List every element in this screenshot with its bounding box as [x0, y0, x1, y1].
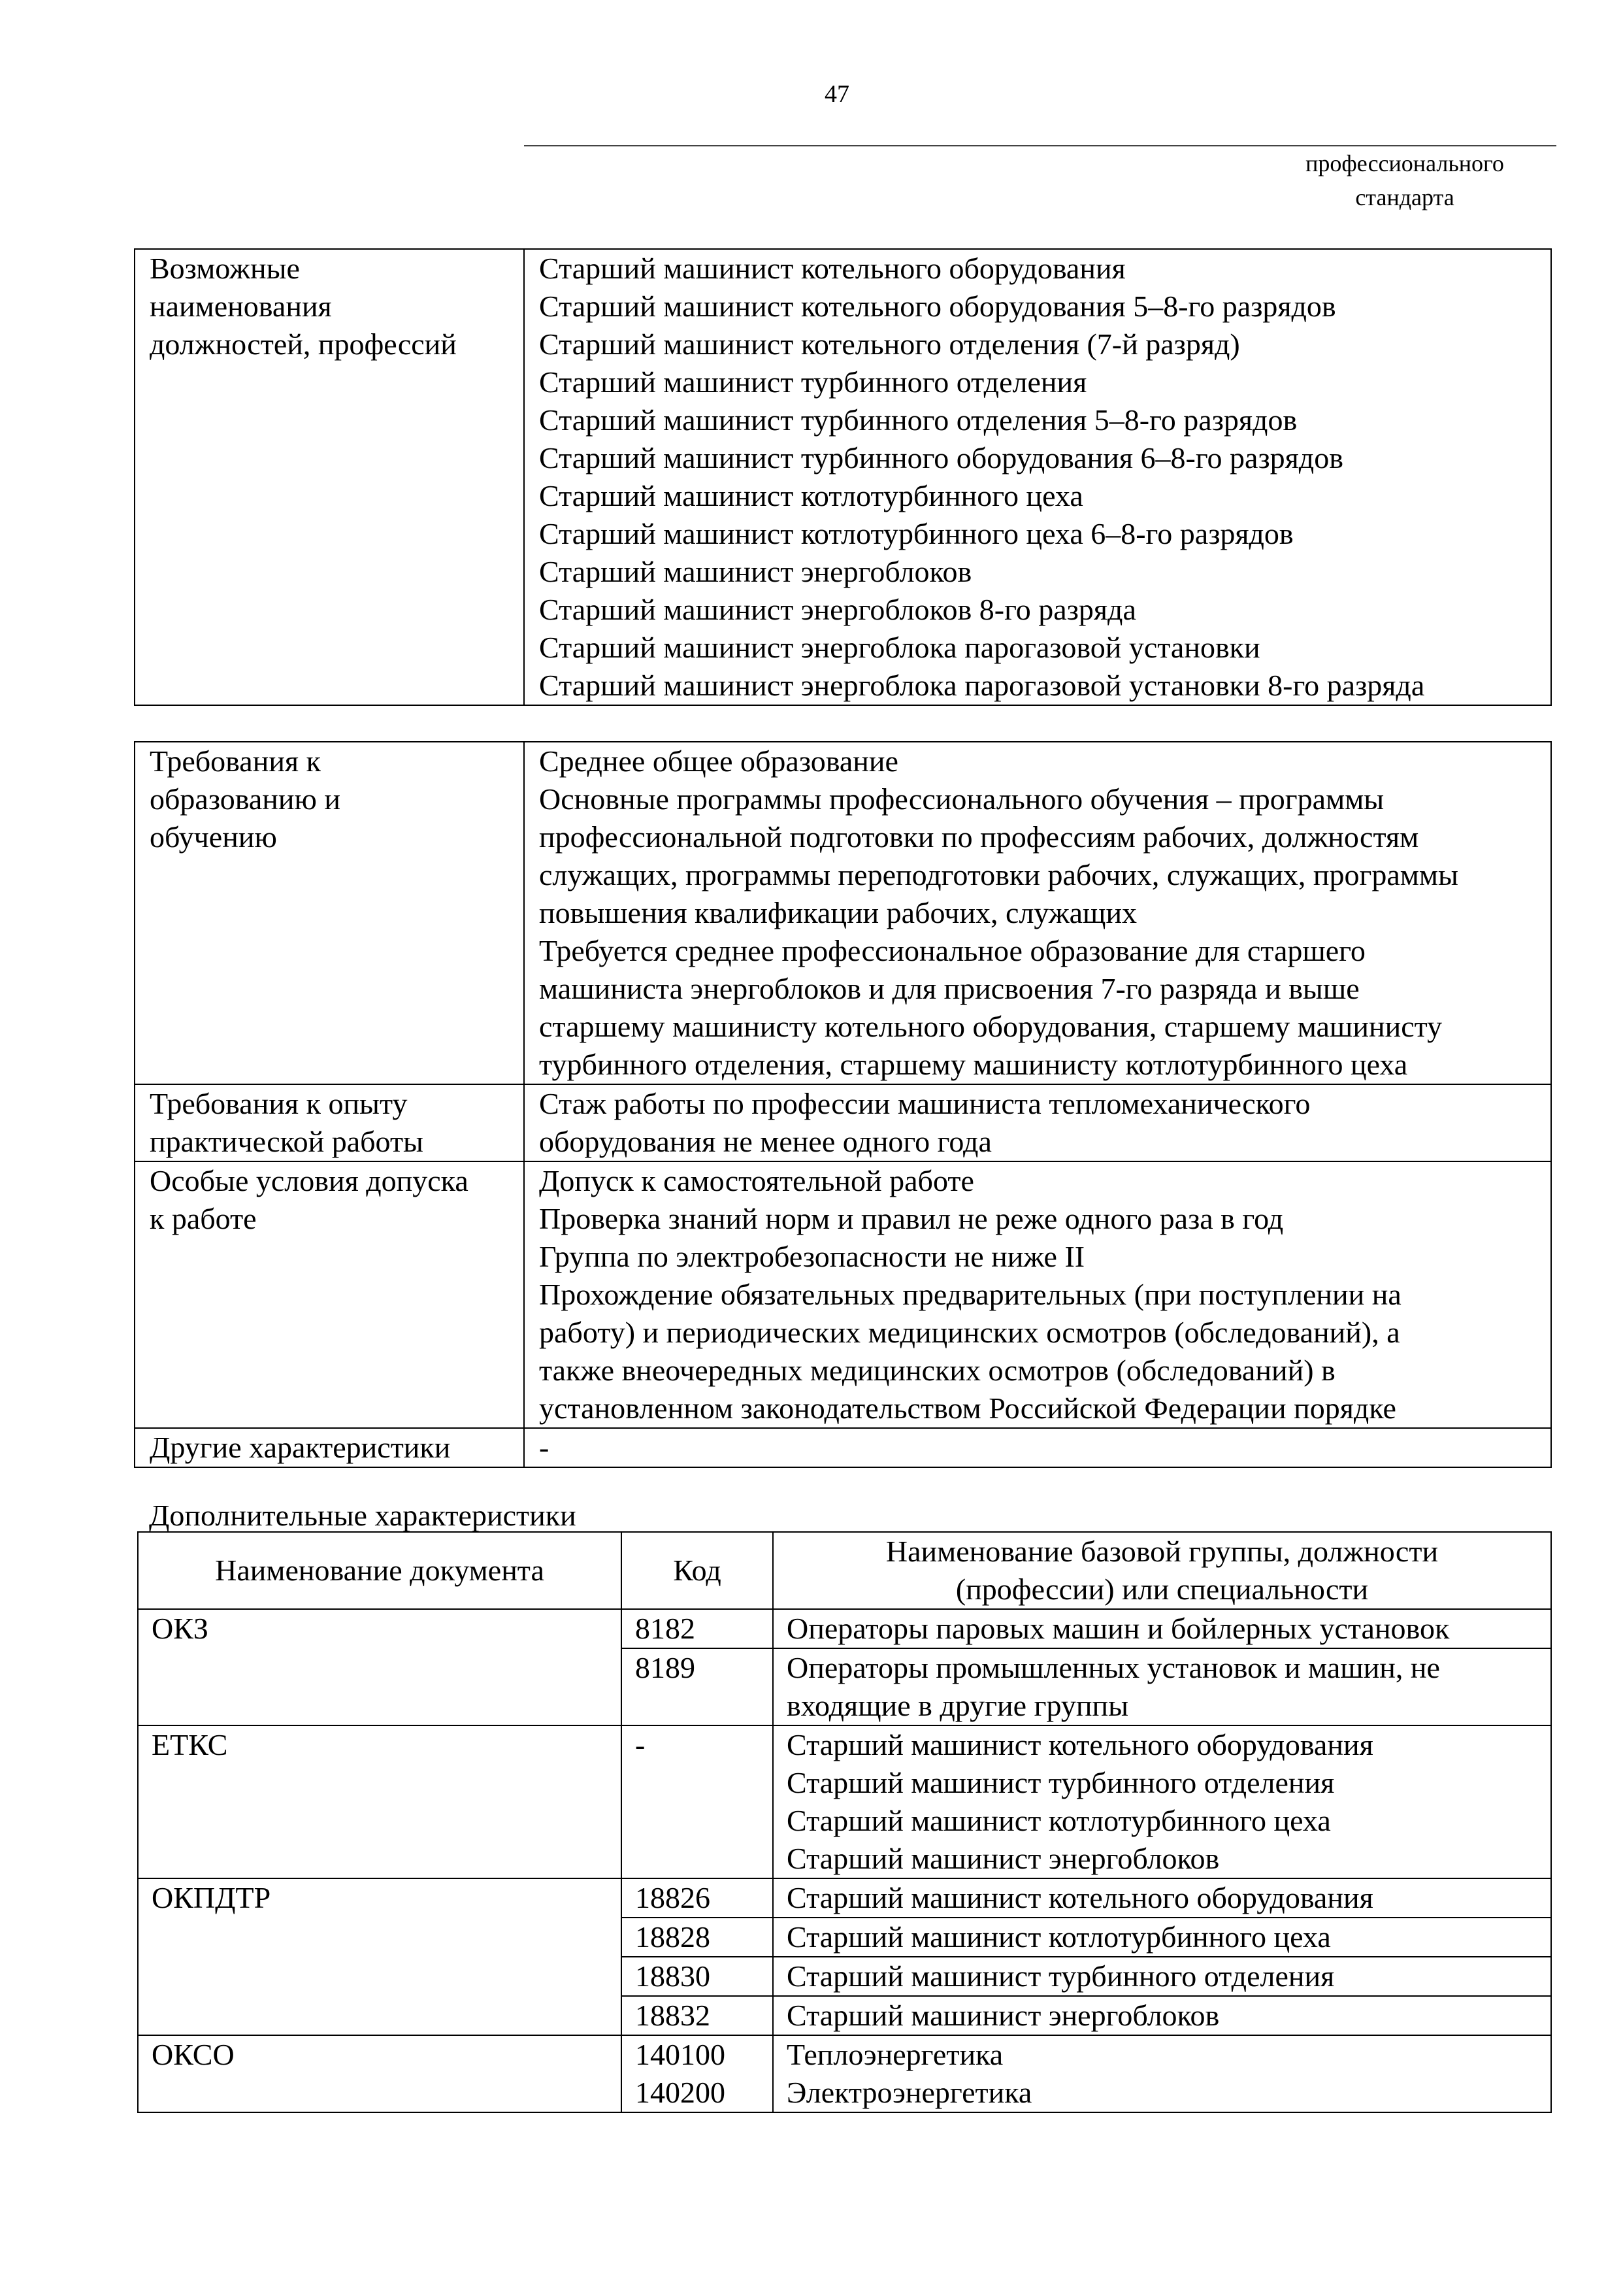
position-item: Старший машинист турбинного отделения [539, 365, 1087, 399]
table-row [138, 1878, 1551, 1918]
code-cell: 140100 [621, 2035, 773, 2074]
name-line: Операторы промышленных установок и машин, не [787, 1651, 1440, 1684]
label-line: Требования к опыту [150, 1087, 408, 1120]
label-line: Другие характеристики [150, 1431, 451, 1464]
additional-header-row [138, 1532, 1551, 1609]
requirement-line: Допуск к самостоятельной работе [539, 1164, 974, 1197]
name-cell [773, 1957, 1551, 1996]
position-item: Старший машинист турбинного отделения 5–8-го разрядов [539, 403, 1298, 437]
requirement-line: машиниста энергоблоков и для присвоения 7-го разряда и выше [539, 972, 1360, 1005]
additional-title: Дополнительные характеристики [149, 1499, 576, 1532]
name-line: Операторы паровых машин и бойлерных установок [787, 1612, 1450, 1645]
doc-cell: ОКЗ [138, 1609, 621, 1648]
name-cell [773, 1878, 1551, 1918]
code-cell: 140200 [621, 2074, 773, 2112]
table-row [138, 1609, 1551, 1648]
position-item: Старший машинист энергоблока парогазовой установки 8-го разряда [539, 669, 1425, 702]
requirements-table [134, 741, 1552, 1468]
doc-cell [138, 1648, 621, 1725]
column-header-line: (профессии) или специальности [955, 1572, 1369, 1606]
name-cell [773, 1609, 1551, 1648]
doc-cell [138, 1996, 621, 2035]
code-cell: 18832 [621, 1996, 773, 2035]
position-item: Старший машинист котельного оборудования [539, 252, 1126, 285]
name-line: входящие в другие группы [787, 1689, 1128, 1722]
name-line: Электроэнергетика [787, 2076, 1032, 2109]
column-header-name [773, 1532, 1551, 1609]
requirement-line: профессиональной подготовки по профессиям рабочих, должностям [539, 820, 1419, 854]
column-header-code: Код [621, 1532, 773, 1609]
table-row [138, 2035, 1551, 2074]
requirement-value-cell [524, 1428, 1551, 1467]
name-cell [773, 1648, 1551, 1725]
code-cell: - [621, 1725, 773, 1878]
requirement-value-cell [524, 1084, 1551, 1161]
table-row [138, 1648, 1551, 1725]
label-line: к работе [150, 1202, 257, 1235]
table-row [138, 1996, 1551, 2035]
requirement-line: Прохождение обязательных предварительных (при поступлении на [539, 1278, 1402, 1311]
requirement-line: - [539, 1431, 549, 1464]
name-line: Старший машинист турбинного отделения [787, 1766, 1335, 1799]
requirement-line: повышения квалификации рабочих, служащих [539, 896, 1138, 929]
label-line: обучению [150, 820, 277, 854]
name-cell [773, 2074, 1551, 2112]
doc-cell [138, 2074, 621, 2112]
requirement-line: работу) и периодических медицинских осмотров (обследований), а [539, 1316, 1400, 1349]
requirements-row-experience [135, 1084, 1551, 1161]
requirement-line: старшему машинисту котельного оборудования, старшему машинисту [539, 1010, 1443, 1043]
code-cell: 8182 [621, 1609, 773, 1648]
position-item: Старший машинист энергоблоков 8-го разряда [539, 593, 1136, 626]
doc-cell: ОКСО [138, 2035, 621, 2074]
name-line: Старший машинист котлотурбинного цеха [787, 1804, 1331, 1837]
page-number: 47 [825, 80, 849, 108]
positions-label-cell [135, 249, 524, 705]
table-row [138, 2074, 1551, 2112]
name-line: Старший машинист турбинного отделения [787, 1959, 1335, 1993]
position-item: Старший машинист турбинного оборудования 6–8-го разрядов [539, 441, 1343, 474]
label-line: наименования [150, 290, 332, 323]
label-line: Требования к [150, 744, 321, 778]
requirement-label-cell [135, 1161, 524, 1428]
requirement-line: служащих, программы переподготовки рабочих, служащих, программы [539, 858, 1458, 891]
position-item: Старший машинист котельного отделения (7-й разряд) [539, 327, 1240, 361]
label-line: должностей, профессий [150, 327, 457, 361]
requirement-line: Требуется среднее профессиональное образование для старшего [539, 934, 1366, 967]
doc-cell [138, 1957, 621, 1996]
table-row [138, 1957, 1551, 1996]
code-cell: 18830 [621, 1957, 773, 1996]
header-note-line: профессионального [1305, 150, 1504, 176]
label-line: Возможные [150, 252, 300, 285]
requirement-line: оборудования не менее одного года [539, 1125, 992, 1158]
requirement-label-cell [135, 1084, 524, 1161]
requirements-row-education [135, 742, 1551, 1084]
requirement-value-cell [524, 742, 1551, 1084]
name-cell [773, 1918, 1551, 1957]
name-line: Старший машинист котлотурбинного цеха [787, 1920, 1331, 1954]
requirement-line: турбинного отделения, старшему машинисту котлотурбинного цеха [539, 1048, 1408, 1081]
requirement-line: установленном законодательством Российской Федерации порядке [539, 1391, 1396, 1425]
requirement-label-cell [135, 1428, 524, 1467]
name-line: Теплоэнергетика [787, 2038, 1004, 2071]
requirement-line: Основные программы профессионального обучения – программы [539, 782, 1385, 816]
code-cell: 18826 [621, 1878, 773, 1918]
positions-row [135, 249, 1551, 705]
name-line: Старший машинист котельного оборудования [787, 1728, 1373, 1761]
requirement-line: также внеочередных медицинских осмотров (обследований) в [539, 1354, 1336, 1387]
positions-values-cell [524, 249, 1551, 705]
requirement-label-cell [135, 742, 524, 1084]
position-item: Старший машинист котельного оборудования 5–8-го разрядов [539, 290, 1336, 323]
header-note [1254, 146, 1555, 214]
positions-table [134, 248, 1552, 706]
code-cell: 8189 [621, 1648, 773, 1725]
label-line: Особые условия допуска [150, 1164, 468, 1197]
position-item: Старший машинист котлотурбинного цеха 6–8-го разрядов [539, 517, 1294, 550]
name-cell [773, 1996, 1551, 2035]
name-cell [773, 1725, 1551, 1878]
code-cell: 18828 [621, 1918, 773, 1957]
requirement-line: Группа по электробезопасности не ниже II [539, 1240, 1085, 1273]
requirement-line: Среднее общее образование [539, 744, 898, 778]
doc-cell [138, 1918, 621, 1957]
name-line: Старший машинист энергоблоков [787, 1999, 1220, 2032]
position-item: Старший машинист котлотурбинного цеха [539, 479, 1083, 512]
column-header-line: Наименование базовой группы, должности [885, 1535, 1439, 1568]
position-item: Старший машинист энергоблоков [539, 555, 972, 588]
requirements-row-other [135, 1428, 1551, 1467]
name-line: Старший машинист котельного оборудования [787, 1881, 1373, 1914]
column-header-doc: Наименование документа [138, 1532, 621, 1609]
name-cell [773, 2035, 1551, 2074]
requirement-line: Стаж работы по профессии машиниста тепломеханического [539, 1087, 1311, 1120]
requirement-line: Проверка знаний норм и правил не реже одного раза в год [539, 1202, 1284, 1235]
requirements-row-admission [135, 1161, 1551, 1428]
table-row [138, 1725, 1551, 1878]
label-line: образованию и [150, 782, 340, 816]
doc-cell: ЕТКС [138, 1725, 621, 1878]
position-item: Старший машинист энергоблока парогазовой установки [539, 631, 1260, 664]
table-row [138, 1918, 1551, 1957]
name-line: Старший машинист энергоблоков [787, 1842, 1220, 1875]
header-note-line: стандарта [1355, 184, 1454, 210]
additional-table [137, 1531, 1552, 2113]
doc-cell: ОКПДТР [138, 1878, 621, 1918]
requirement-value-cell [524, 1161, 1551, 1428]
label-line: практической работы [150, 1125, 423, 1158]
